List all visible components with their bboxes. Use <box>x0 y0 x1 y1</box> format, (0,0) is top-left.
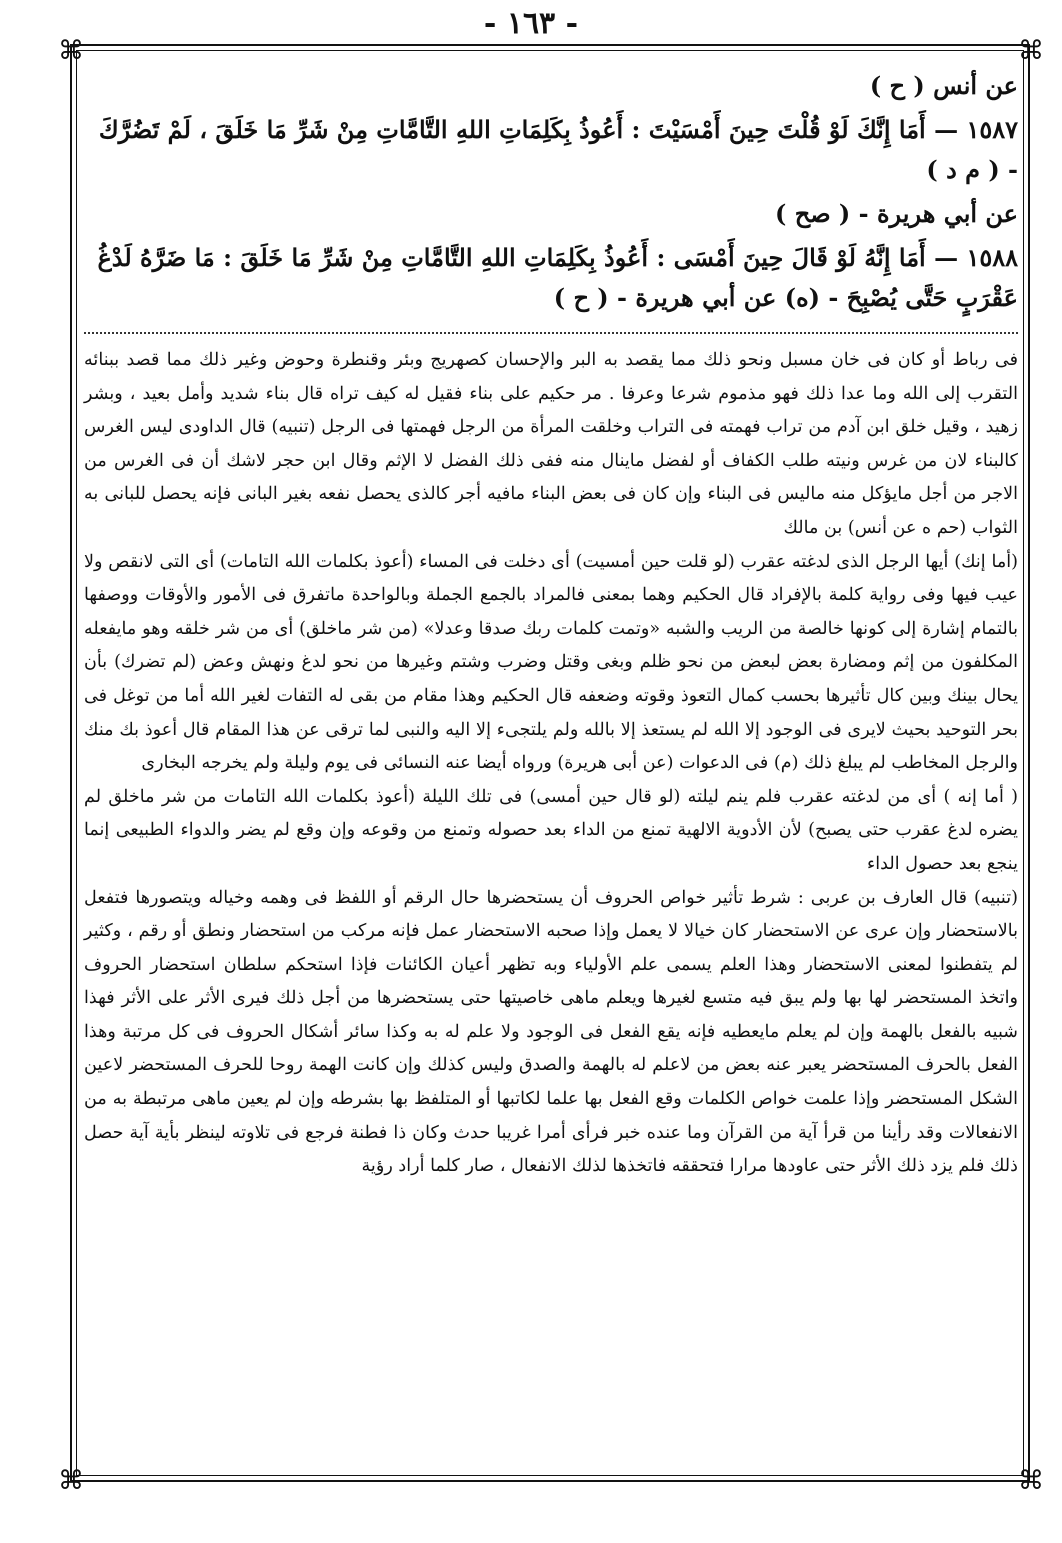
hadith-text: — أَمَا إِنَّكَ لَوْ قُلْتَ حِينَ أَمْسَيْتَ : أَعُوذُ بِكَلِمَاتِ اللهِ التَّامَّاتِ مِنْ شَرِّ مَا خَلَقَ ، لَمْ تَضُرَّكَ - ( م د ) <box>98 115 1018 184</box>
hadith-number: ١٥٨٧ <box>966 115 1018 144</box>
commentary-paragraph: (أما إنك) أيها الرجل الذى لدغته عقرب (لو قلت حين أمسيت) أى دخلت فى المساء (أعوذ بكلمات الله التامات) أى التى لانقص ولا عيب فيها وفى رواية كلمة بالإفراد قال الحكيم وهما بمعنى فالمراد بالجمع الجملة وبالواحدة ماتفرق فى الأمور والأوقات ووصفها بالتمام إشارة إلى كونها خالصة من الريب والشبه «وتمت كلمات ربك صدقا وعدلا» (من شر ماخلق) أى من شر خلقه وهو مايفعله المكلفون من إثم ومضارة بعض لبعض من نحو ظلم وبغى وقتل وضرب وشتم وغيرها من نحو لدغ ونهش وعض (لم تضرك) بأن يحال بينك وبين كال تأثيرها بحسب كمال التعوذ وقوته وضعفه قال الحكيم وهذا مقام من بقى له التفات لغير الله أما من توغل فى بحر التوحيد بحيث لايرى فى الوجود إلا الله لم يستعذ إلا بالله ولم يلتجىء إلا اليه والنبى لما ترقى عن هذا المقام قال أعوذ بك منك والرجل المخاطب لم يبلغ ذلك (م) فى الدعوات (عن أبى هريرة) ورواه أيضا عنه النسائى فى يوم وليلة ولم يخرجه البخارى <box>84 551 1018 774</box>
hadith-entry <box>84 238 1018 318</box>
commentary-paragraph: فى رباط أو كان فى خان مسبل ونحو ذلك مما يقصد به البر والإحسان كصهريج وبئر وقنطرة وحوض وغير ذلك مما قصد ببنائه التقرب إلى الله وما عدا ذلك فهو مذموم شرعا وعرفا . مر حكيم على بناء فقيل له كيف تراه قال بناء شديد وأمل بعيد ، وبشر زهيد ، وقيل خلق ابن آدم من تراب فهمته فى التراب وخلقت المرأة من الرجل فهمتها فى الرجل (تنبيه) قال الداودى ليس الغرس كالبناء لان من غرس ونيته طلب الكفاف أو لفضل ماينال منه ففى ذلك الفضل لا الإثم وقال ابن حجر لاشك أن فى الغرس من الاجر من أجل مايؤكل منه ماليس فى البناء وإن كان فى بعض البناء مافيه أجر كالذى يحصل نفعه بغير البانى فإنه يحصل للبانى به الثواب (حم ه عن أنس) بن مالك <box>84 350 1018 538</box>
hadith-section <box>84 66 1018 318</box>
hadith-text: — أَمَا إِنَّهُ لَوْ قَالَ حِينَ أَمْسَى : أَعُوذُ بِكَلِمَاتِ اللهِ التَّامَّاتِ مِنْ شَرِّ مَا خَلَقَ : مَا ضَرَّهُ لَدْغُ عَقْرَبٍ حَتَّى يُصْبِحَ - (ه) عن أبي هريرة - ( ح ) <box>97 243 1018 312</box>
commentary-paragraph: ( أما إنه ) أى من لدغته عقرب فلم ينم ليلته (لو قال حين أمسى) فى تلك الليلة (أعوذ بكلمات الله التامات من شر ماخلق لم يضره لدغ عقرب حتى يصبح) لأن الأدوية الالهية تمنع من الداء بعد حصوله وتمنع من وقوعه وإن وقع لم يضر والدواء الطبيعى إنما ينجع بعد حصول الداء <box>84 786 1018 874</box>
dotted-divider <box>84 332 1018 334</box>
commentary-paragraph: (تنبيه) قال العارف بن عربى : شرط تأثير خواص الحروف أن يستحضرها حال الرقم أو اللفظ فى وهمه وخياله ويتصورها فتفعل بالاستحضار وإن عرى عن الاستحضار كان خيالا لا يعمل وإذا صحبه الاستحضار عمل فإنه مركب من استحضار ونطق أو رقم ، وكثير لم يتفطنوا لمعنى الاستحضار وهذا العلم يسمى علم الأولياء وبه تظهر أعيان الكائنات فإذا استحكم سلطان استحضار الحروف واتخذ المستحضر لها بها ولم يبق فيه متسع لغيرها ويعلم ماهى خاصيتها حتى يستحضرها من أجل ذلك فيرى الأثر على الأثر فهذا شبيه بالفعل بالهمة وإن لم يعلم مايعطيه فإنه يقع الفعل فى الوجود ولا علم له به وكذا سائر أشكال الحروف فى كل مرتبة وهذا الفعل بالحرف المستحضر يعبر عنه بعض من لاعلم له بالهمة والصدق وليس كذلك وإن كانت الهمة روحا للحرف المستحضر لاعين الشكل المستحضر وإذا علمت خواص الكلمات وقع الفعل بها علما لكاتبها أو المتلفظ بها بشرطه وإن لم يعين ماهى مرتبطة به من الانفعالات وقد رأينا من قرأ آية من القرآن وما عنده خبر فرأى أمرا غريبا حدث وكان ذا فطنة فرجع فى تلاوته لينظر بأية آية حصل ذلك فلم يزد ذلك الأثر حتى عاودها مرارا فتحققه فاتخذها لذلك الانفعال ، صار كلما أراد رؤية <box>84 887 1018 1177</box>
page-number: - ١٦٣ - <box>483 6 579 41</box>
hadith-source: عن أنس ( ح ) <box>869 71 1018 100</box>
hadith-source: عن أبي هريرة - ( صح ) <box>774 199 1018 228</box>
hadith-number: ١٥٨٨ <box>966 243 1018 272</box>
commentary-section <box>84 344 1018 1184</box>
corner-ornament-icon: ⌘ <box>1018 36 1044 66</box>
corner-ornament-icon: ⌘ <box>1018 1466 1044 1496</box>
corner-ornament-icon: ⌘ <box>58 36 84 66</box>
page-content <box>84 66 1018 1184</box>
corner-ornament-icon: ⌘ <box>58 1466 84 1496</box>
hadith-entry <box>84 110 1018 190</box>
